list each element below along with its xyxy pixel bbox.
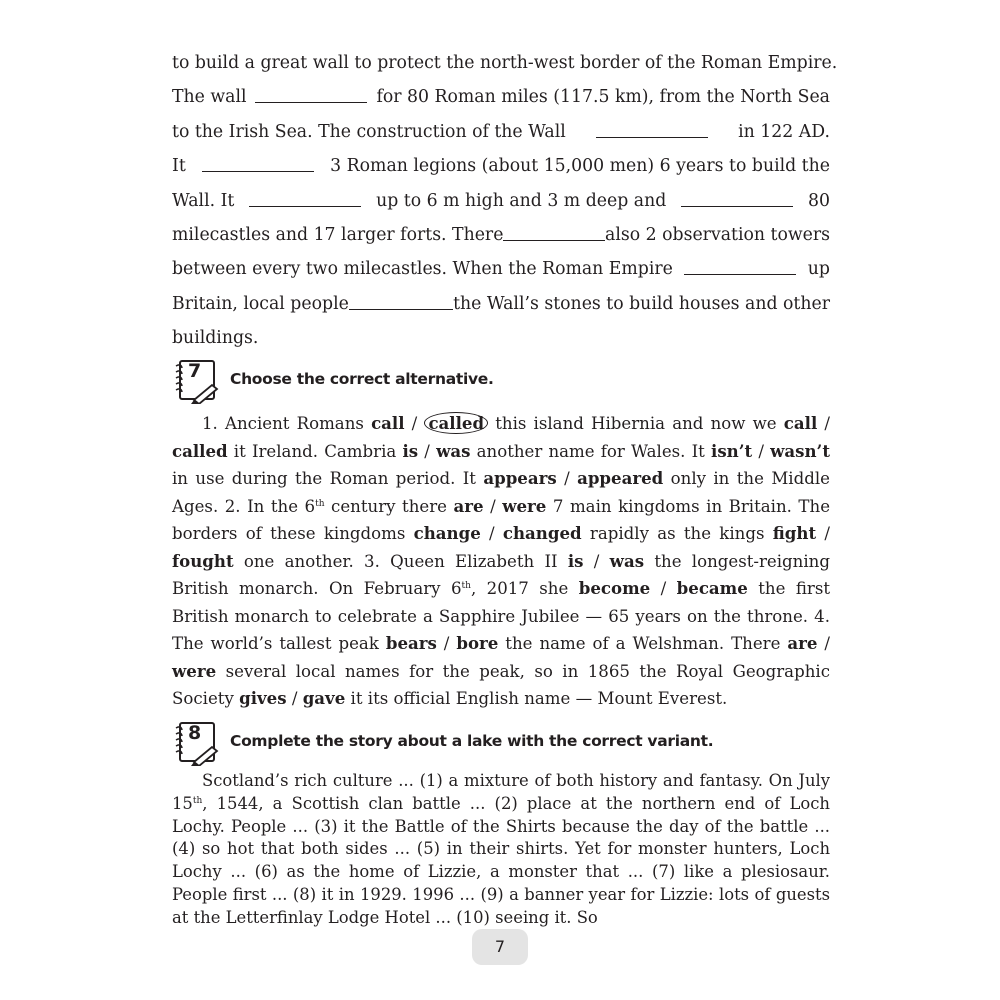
choice-option[interactable]: was	[609, 550, 645, 571]
exercise-number: 8	[188, 722, 202, 744]
choice-option[interactable]: gives	[239, 688, 287, 708]
answer-blank[interactable]	[249, 184, 361, 207]
choice-option-selected[interactable]: called	[424, 412, 488, 434]
exercise-8-header	[172, 720, 830, 766]
passage-line: buildings.	[172, 328, 259, 349]
exercise-title: Complete the story about a lake with the correct variant.	[230, 732, 714, 750]
choice-option[interactable]: appears	[483, 468, 557, 488]
passage-text	[172, 46, 838, 356]
choice-option[interactable]: change	[413, 523, 481, 543]
choice-option[interactable]: are	[453, 495, 484, 516]
passage-line: between every two milecastles. When the Roman Empire up	[172, 252, 830, 286]
choice-option[interactable]: call	[783, 413, 818, 433]
answer-blank[interactable]	[349, 287, 453, 310]
choice-option[interactable]: are	[787, 633, 818, 653]
choice-option[interactable]: is	[567, 550, 584, 571]
choice-option[interactable]: isn’t	[711, 440, 753, 461]
passage-line: Britain, local people the Wall’s stones to build houses and other	[172, 287, 830, 321]
choice-option[interactable]: fought	[172, 550, 234, 571]
answer-blank[interactable]	[255, 80, 367, 103]
answer-blank[interactable]	[684, 252, 796, 275]
choice-option[interactable]: gave	[302, 688, 346, 708]
choice-option[interactable]: was	[436, 440, 471, 461]
page-number: 7	[472, 929, 528, 965]
passage-line: to the Irish Sea. The construction of the Wall in 122 AD.	[172, 115, 830, 149]
passage-line: The wall for 80 Roman miles (117.5 km), from the North Sea	[172, 80, 830, 114]
choice-option[interactable]: called	[172, 440, 228, 461]
choice-option[interactable]: become	[578, 578, 651, 598]
answer-blank[interactable]	[596, 115, 708, 138]
exercise-7-text: 1. Ancient Romans call / called this island Hibernia and now we call / called it Ireland. Cambria is / was another name for Wales. It isn’t / wasn’t in use during the Roman period. It appears / appeared only in the Middle Ages. 2. In the 6th century there are / were 7 main kingdoms in Britain. The borders of these kingdoms change / changed rapidly as the kings fight / fought one another. 3. Queen Elizabeth II is / was the longest-reigning British monarch. On February 6th, 2017 she become / became the first British monarch to celebrate a Sapphire Jubilee — 65 years on the throne. 4. The world’s tallest peak bears / bore the name of a Welshman. There are / were several local names for the peak, so in 1865 the Royal Geographic Society gives / gave it its official English name — Mount Everest.	[172, 413, 831, 708]
choice-option[interactable]: were	[502, 495, 547, 516]
choice-option[interactable]: were	[172, 660, 217, 681]
choice-option[interactable]: bore	[456, 633, 499, 653]
choice-option[interactable]: bears	[385, 633, 437, 653]
answer-blank[interactable]	[503, 218, 605, 241]
passage-line: Wall. It up to 6 m high and 3 m deep and 80	[172, 184, 830, 218]
answer-blank[interactable]	[202, 149, 314, 172]
passage-line: It 3 Roman legions (about 15,000 men) 6 years to build the	[172, 149, 830, 183]
choice-option[interactable]: changed	[502, 523, 582, 543]
exercise-7-header	[172, 358, 830, 404]
choice-option[interactable]: wasn’t	[770, 440, 830, 461]
choice-option[interactable]: is	[402, 440, 419, 461]
exercise-8-text: Scotland’s rich culture ... (1) a mixture of both history and fantasy. On July 15th, 1544, a Scottish clan battle ... (2) place at the northern end of Loch Lochy. People ... (3) it the Battle of the Shirts because the day of the battle ... (4) so hot that both sides ... (5) in their shirts. Yet for monster hunters, Loch Lochy ... (6) as the home of Lizzie, a monster that ... (7) like a plesiosaur. People first ... (8) it in 1929. 1996 ... (9) a banner year for Lizzie: lots of guests at the Letterfinlay Lodge Hotel ... (10) seeing it. So	[172, 771, 830, 927]
choice-option[interactable]: fight	[772, 523, 817, 543]
choice-option[interactable]: became	[676, 578, 748, 598]
answer-blank[interactable]	[681, 184, 793, 207]
exercise-title: Choose the correct alternative.	[230, 370, 494, 388]
exercise-number: 7	[188, 360, 202, 382]
choice-option[interactable]: appeared	[577, 468, 664, 488]
passage-line: to build a great wall to protect the north-west border of the Roman Empire.	[172, 53, 838, 73]
passage-line: milecastles and 17 larger forts. There also 2 observation towers	[172, 218, 830, 252]
choice-option[interactable]: call	[371, 413, 405, 433]
